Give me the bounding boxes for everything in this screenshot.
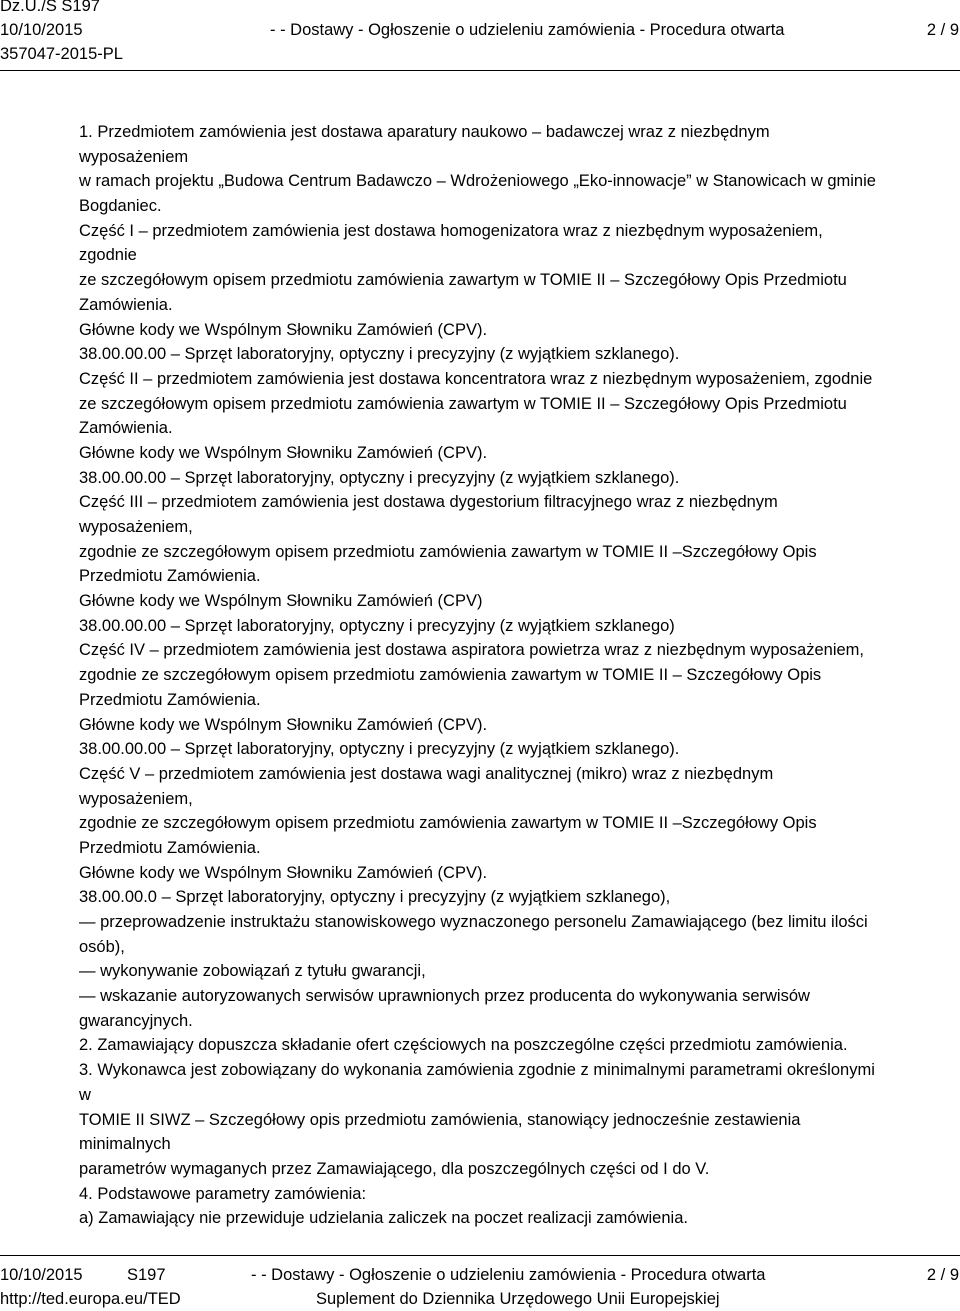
body-line: — przeprowadzenie instruktażu stanowiskowego wyznaczonego personelu Zamawiającego (bez limitu ilości (79, 913, 868, 931)
body-line: ze szczegółowym opisem przedmiotu zamówienia zawartym w TOMIE II – Szczegółowy Opis Przedmiotu (79, 271, 847, 290)
body-line: gwarancyjnych. (79, 1011, 193, 1030)
notice-reference: 357047-2015-PL (0, 45, 123, 63)
footer-series: S197 (127, 1266, 166, 1284)
footer-date: 10/10/2015 (0, 1266, 83, 1284)
footer-page-number: 2 / 9 (926, 1266, 959, 1284)
body-line: 4. Podstawowe parametry zamówienia: (79, 1184, 367, 1203)
body-line: wyposażeniem, (79, 518, 193, 536)
footer-title: - - Dostawy - Ogłoszenie o udzieleniu zamówienia - Procedura otwarta (251, 1266, 766, 1284)
body-line: Przedmiotu Zamówienia. (79, 690, 261, 709)
body-line: TOMIE II SIWZ – Szczegółowy opis przedmiotu zamówienia, stanowiący jednocześnie zestawienia (79, 1110, 801, 1129)
body-line: 3. Wykonawca jest zobowiązany do wykonania zamówienia zgodnie z minimalnymi parametrami określonymi (79, 1061, 875, 1080)
body-line: Część III – przedmiotem zamówienia jest dostawa dygestorium filtracyjnego wraz z niezbędnym (79, 493, 778, 512)
notice-body (79, 120, 939, 1231)
header-page-number: 2 / 9 (926, 21, 959, 39)
body-line: zgodnie (79, 246, 137, 265)
body-line: 38.00.00.00 – Sprzęt laboratoryjny, optyczny i precyzyjny (z wyjątkiem szklanego). (79, 345, 680, 364)
body-line: Część II – przedmiotem zamówienia jest dostawa koncentratora wraz z niezbędnym wyposażeniem, zgodnie (79, 369, 873, 388)
body-line: Główne kody we Wspólnym Słowniku Zamówień (CPV). (79, 715, 488, 734)
body-line: 38.00.00.00 – Sprzęt laboratoryjny, optyczny i precyzyjny (z wyjątkiem szklanego). (79, 468, 680, 487)
footer-url-link[interactable]: http://ted.europa.eu/TED (0, 1290, 181, 1308)
body-line: Bogdaniec. (79, 197, 162, 216)
body-line: wyposażeniem (79, 147, 189, 166)
body-line: minimalnych (79, 1135, 171, 1154)
body-line: Przedmiotu Zamówienia. (79, 838, 261, 857)
body-line: Główne kody we Wspólnym Słowniku Zamówień (CPV). (79, 320, 488, 339)
body-line: 38.00.00.0 – Sprzęt laboratoryjny, optyczny i precyzyjny (z wyjątkiem szklanego), (79, 888, 671, 907)
body-line: Przedmiotu Zamówienia. (79, 567, 261, 586)
footer-supplement: Suplement do Dziennika Urzędowego Unii Europejskiej (316, 1290, 720, 1308)
body-line: Część IV – przedmiotem zamówienia jest dostawa aspiratora powietrza wraz z niezbędnym wyposażeniem, (79, 641, 865, 660)
footer-divider (0, 1255, 960, 1256)
body-line: Część V – przedmiotem zamówienia jest dostawa wagi analitycznej (mikro) wraz z niezbędnym (79, 764, 774, 783)
body-line: — wykonywanie zobowiązań z tytułu gwarancji, (79, 962, 426, 981)
header-title: - - Dostawy - Ogłoszenie o udzieleniu zamówienia - Procedura otwarta (270, 21, 785, 39)
body-line: Główne kody we Wspólnym Słowniku Zamówień (CPV). (79, 443, 488, 462)
body-line: 38.00.00.00 – Sprzęt laboratoryjny, optyczny i precyzyjny (z wyjątkiem szklanego). (79, 740, 680, 759)
body-line: parametrów wymaganych przez Zamawiającego, dla poszczególnych części od I do V. (79, 1159, 710, 1178)
body-line: zgodnie ze szczegółowym opisem przedmiotu zamówienia zawartym w TOMIE II –Szczegółowy Opis (79, 814, 817, 833)
document-header-meta (0, 0, 123, 67)
body-line: zgodnie ze szczegółowym opisem przedmiotu zamówienia zawartym w TOMIE II – Szczegółowy Opis (79, 666, 822, 685)
journal-id: Dz.U./S S197 (0, 0, 100, 15)
body-line: ze szczegółowym opisem przedmiotu zamówienia zawartym w TOMIE II – Szczegółowy Opis Przedmiotu (79, 394, 847, 413)
body-line: Zamówienia. (79, 419, 173, 438)
body-line: wyposażeniem, (79, 789, 193, 808)
body-line: — wskazanie autoryzowanych serwisów uprawnionych przez producenta do wykonywania serwisów (79, 987, 810, 1006)
body-line: osób), (79, 937, 125, 956)
body-line: w ramach projektu „Budowa Centrum Badawczo – Wdrożeniowego „Eko-innowacje” w Stanowicach w gminie (79, 172, 876, 191)
body-line: zgodnie ze szczegółowym opisem przedmiotu zamówienia zawartym w TOMIE II –Szczegółowy Opis (79, 542, 817, 561)
body-line: w (79, 1085, 91, 1104)
body-line: a) Zamawiający nie przewiduje udzielania zaliczek na poczet realizacji zamówienia. (79, 1209, 688, 1228)
body-line: 38.00.00.00 – Sprzęt laboratoryjny, optyczny i precyzyjny (z wyjątkiem szklanego) (79, 616, 675, 635)
body-line: Zamówienia. (79, 295, 173, 314)
header-divider (0, 70, 960, 71)
body-line: Część I – przedmiotem zamówienia jest dostawa homogenizatora wraz z niezbędnym wyposażeniem, (79, 221, 823, 240)
body-line: 1. Przedmiotem zamówienia jest dostawa aparatury naukowo – badawczej wraz z niezbędnym (79, 123, 770, 141)
publication-date: 10/10/2015 (0, 21, 83, 39)
body-line: Główne kody we Wspólnym Słowniku Zamówień (CPV) (79, 592, 483, 611)
body-line: 2. Zamawiający dopuszcza składanie ofert częściowych na poszczególne części przedmiotu zamówienia. (79, 1036, 848, 1055)
body-line: Główne kody we Wspólnym Słowniku Zamówień (CPV). (79, 863, 488, 882)
